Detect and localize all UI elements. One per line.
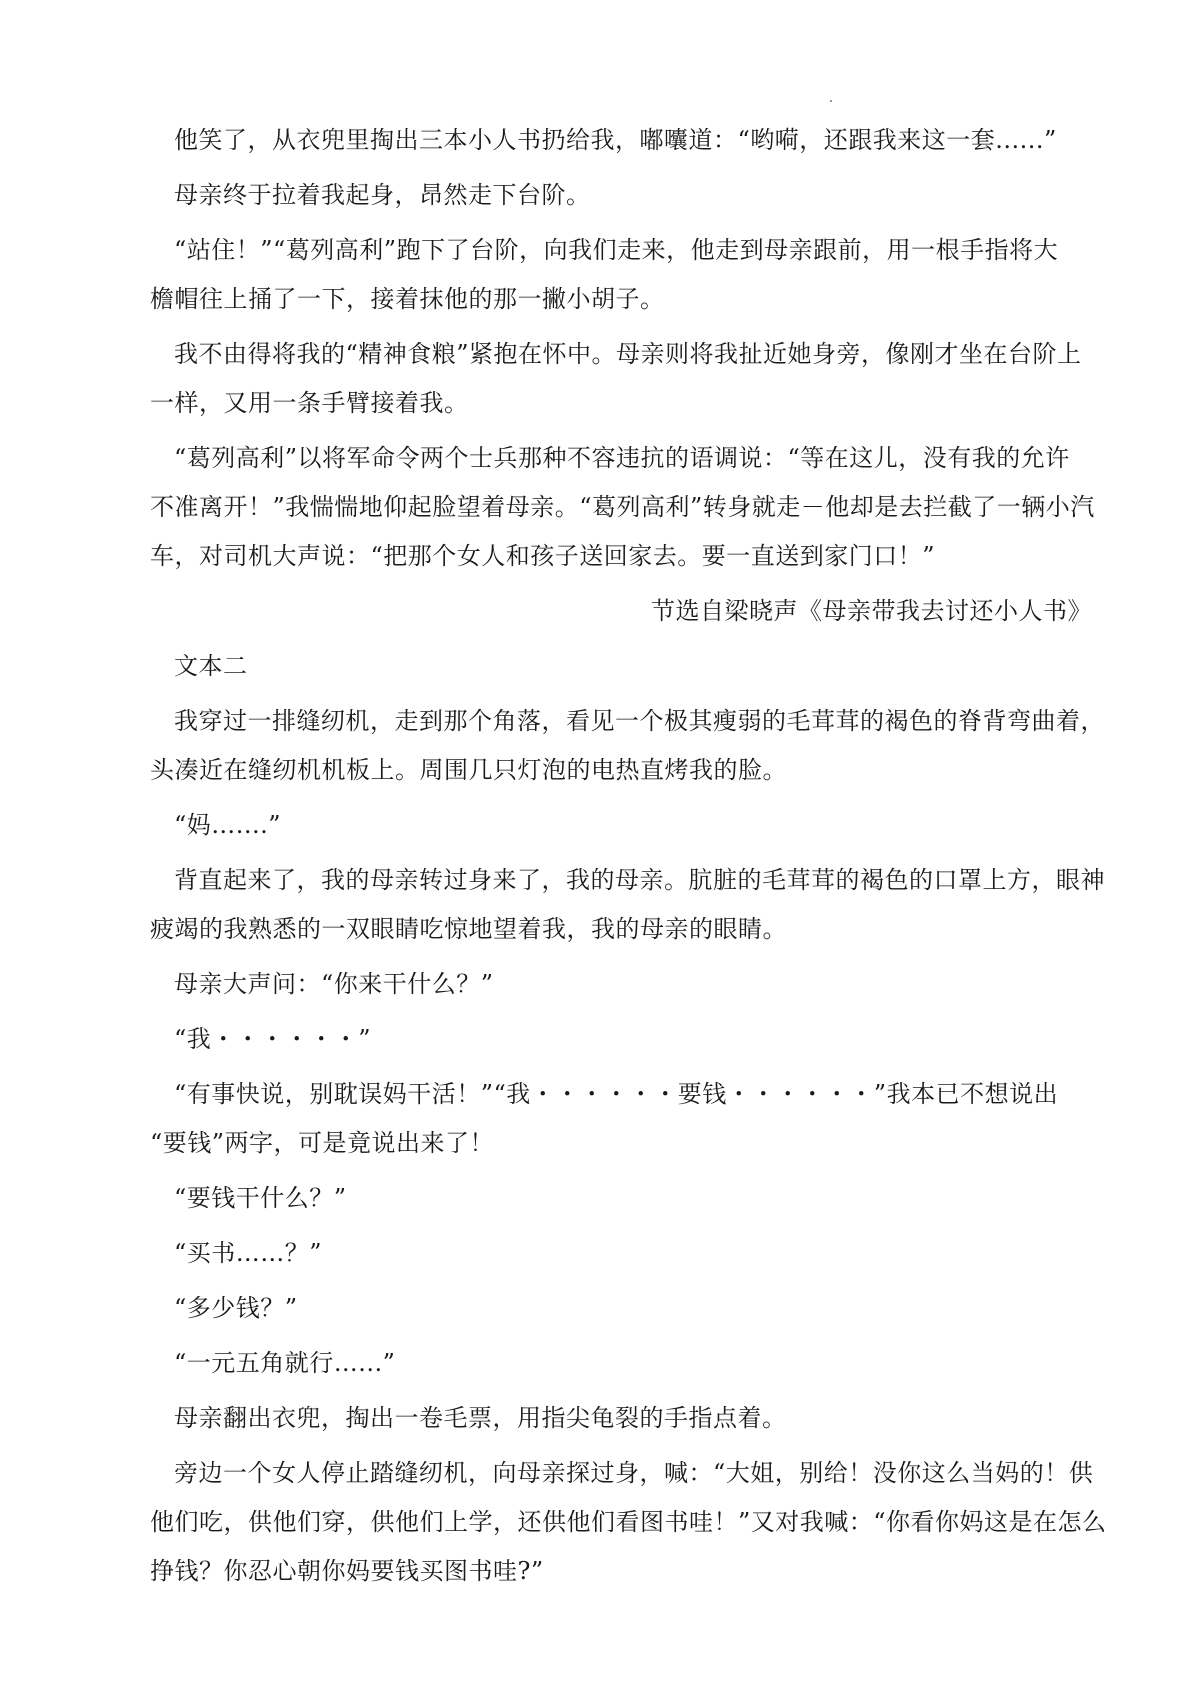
text-line: 车，对司机大声说：“把那个女人和孩子送回家去。要一直送到家门口！” xyxy=(150,542,936,570)
text-line: “一元五角就行…...” xyxy=(174,1349,396,1377)
paragraph xyxy=(150,171,1092,220)
text-line: 他笑了，从衣兜里掏出三本小人书扔给我，嘟囔道：“哟嗬，还跟我来这一套......” xyxy=(174,126,1057,154)
paragraph xyxy=(150,856,1105,954)
document-page xyxy=(150,116,1107,1602)
text-line: 母亲终于拉着我起身，昂然走下台阶。 xyxy=(174,181,591,209)
text-line: 檐帽往上捅了一下，接着抹他的那一撇小胡子。 xyxy=(150,285,665,313)
text-line: 挣钱？你忍心朝你妈要钱买图书哇?” xyxy=(150,1557,544,1585)
text-line: 母亲翻出衣兜，掏出一卷毛票，用指尖龟裂的手指点着。 xyxy=(174,1404,787,1432)
paragraph xyxy=(150,330,1092,428)
text-line: 背直起来了，我的母亲转过身来了，我的母亲。肮脏的毛茸茸的褐色的口罩上方，眼神 xyxy=(174,866,1105,894)
text-line: “买书……？” xyxy=(174,1239,323,1267)
text-line: “站住！”“葛列高利”跑下了台阶，向我们走来，他走到母亲跟前，用一根手指将大 xyxy=(174,236,1059,264)
paragraph xyxy=(150,1070,1092,1168)
paragraph xyxy=(150,1394,1092,1443)
text-line: 不准离开！”我惴惴地仰起脸望着母亲。“葛列高利”转身就走－他却是去拦截了一辆小汽 xyxy=(150,493,1095,521)
text-line: “葛列高利”以将军命令两个士兵那种不容违抗的语调说：“等在这儿，没有我的允许 xyxy=(174,444,1070,472)
paragraph xyxy=(150,801,1092,850)
paragraph xyxy=(150,1174,1092,1223)
text-line: 母亲大声问：“你来干什么？” xyxy=(174,970,494,998)
text-line: “妈…....” xyxy=(174,811,282,839)
paragraph xyxy=(150,434,1095,581)
paragraph xyxy=(150,1284,1092,1333)
text-line: 头凑近在缝纫机机板上。周围几只灯泡的电热直烤我的脸。 xyxy=(150,756,787,784)
text-line: “要钱”两字，可是竟说出来了！ xyxy=(150,1129,495,1157)
section-title xyxy=(150,642,1092,691)
paragraph xyxy=(150,1449,1107,1596)
source-attribution: 节选自梁晓声《母亲带我去讨还小人书》 xyxy=(651,597,1092,625)
stray-mark xyxy=(830,100,832,102)
text-line: “要钱干什么？” xyxy=(174,1184,347,1212)
paragraph xyxy=(150,697,1105,795)
paragraph xyxy=(150,960,1092,1009)
text-line: 他们吃，供他们穿，供他们上学，还供他们看图书哇！”又对我喊：“你看你妈这是在怎么 xyxy=(150,1508,1107,1536)
paragraph xyxy=(150,116,1092,165)
text-line: “我・・・・・・” xyxy=(174,1025,372,1053)
section-title-text: 文本二 xyxy=(174,652,248,680)
text-line: 疲竭的我熟悉的一双眼睛吃惊地望着我，我的母亲的眼睛。 xyxy=(150,915,787,943)
text-line: 一样，又用一条手臂接着我。 xyxy=(150,389,469,417)
paragraph xyxy=(150,226,1092,324)
text-line: 我不由得将我的“精神食粮”紧抱在怀中。母亲则将我扯近她身旁，像刚才坐在台阶上 xyxy=(174,340,1082,368)
text-line: “有事快说，别耽误妈干活！”“我・・・・・・要钱・・・・・・”我本已不想说出 xyxy=(174,1080,1059,1108)
paragraph xyxy=(150,1015,1092,1064)
text-line: “多少钱？” xyxy=(174,1294,298,1322)
text-line: 旁边一个女人停止踏缝纫机，向母亲探过身，喊：“大姐，别给！没你这么当妈的！供 xyxy=(174,1459,1094,1487)
paragraph xyxy=(150,1229,1092,1278)
paragraph xyxy=(150,1339,1092,1388)
text-line: 我穿过一排缝纫机，走到那个角落，看见一个极其瘦弱的毛茸茸的褐色的脊背弯曲着， xyxy=(174,707,1105,735)
